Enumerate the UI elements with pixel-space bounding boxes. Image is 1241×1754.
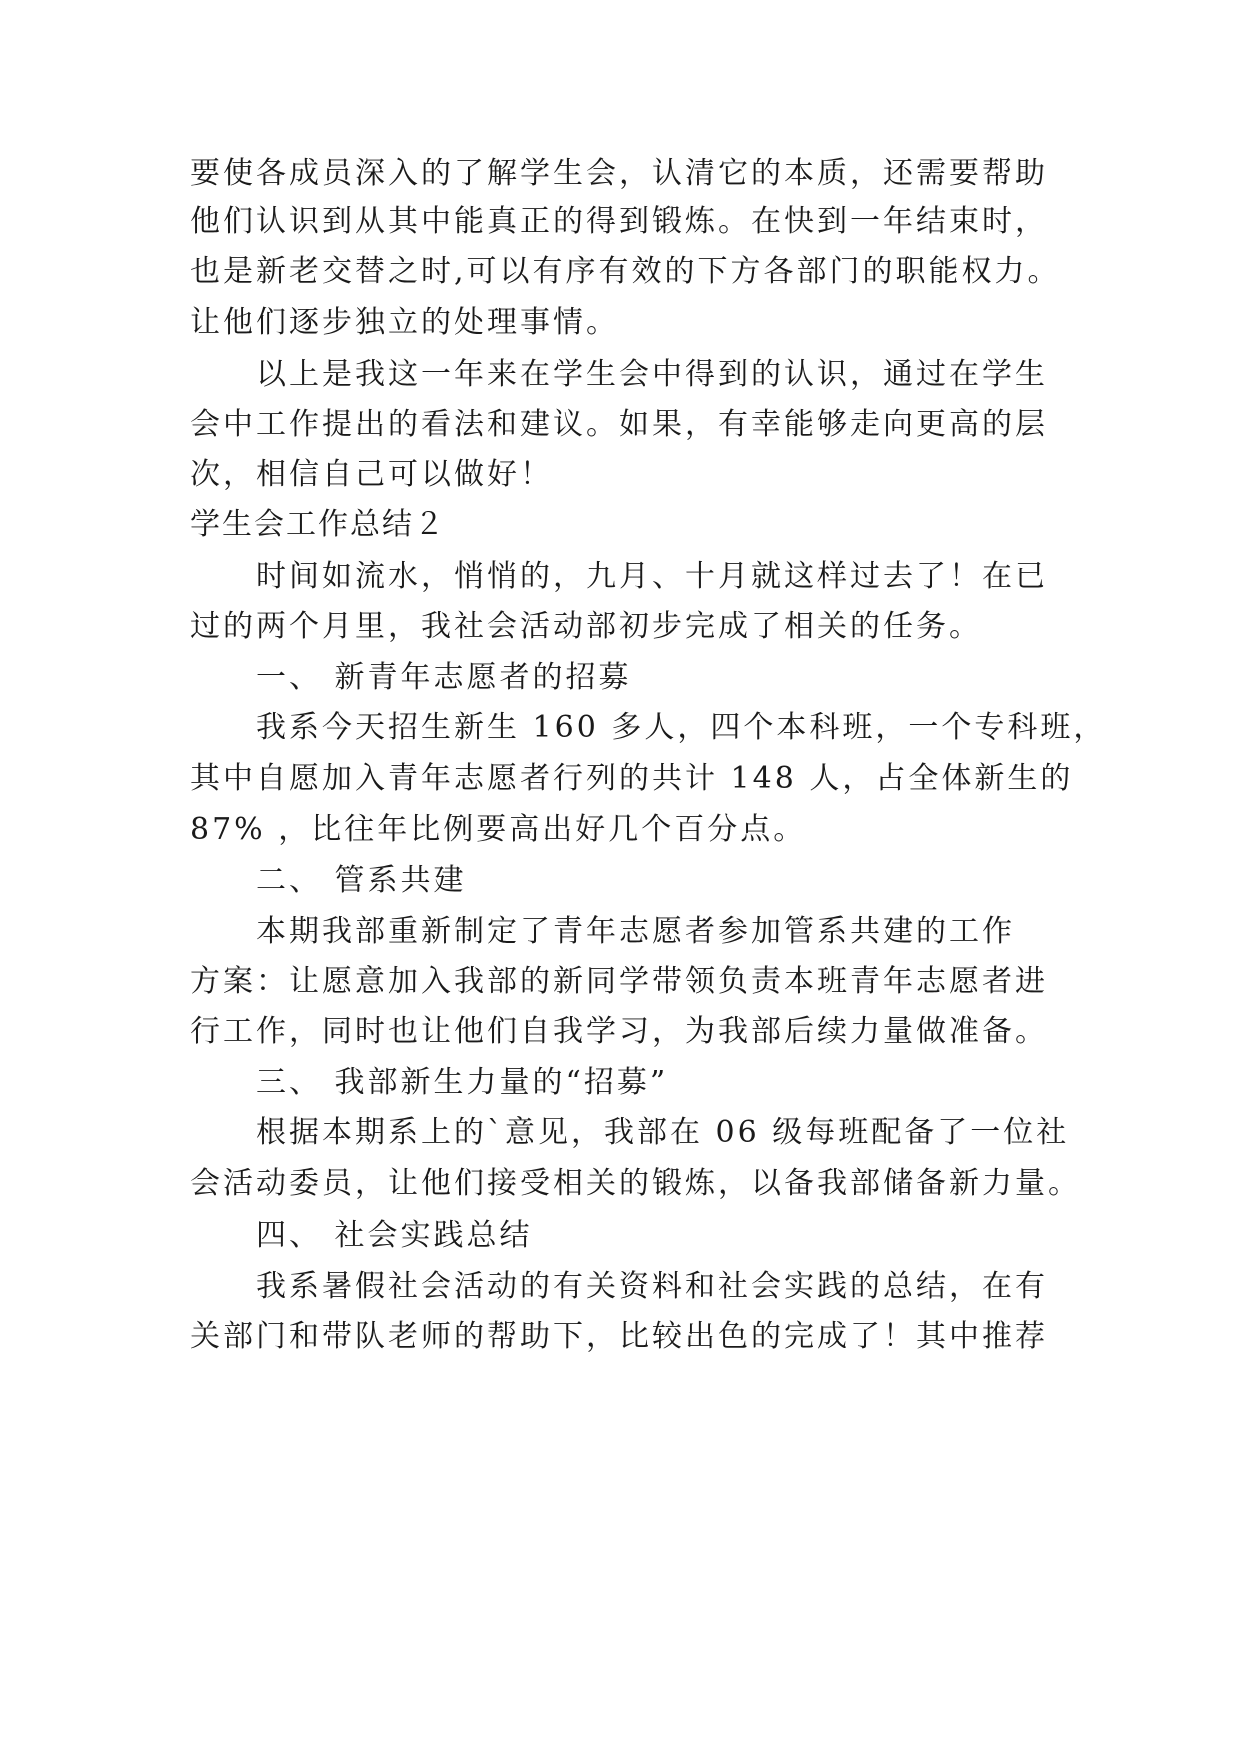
paragraph-line: 以上是我这一年来在学生会中得到的认识，通过在学生 (256, 357, 1048, 392)
paragraph-line: 我系今天招生新生 160 多人，四个本科班，一个专科班， (256, 710, 1107, 745)
subsection-heading: 二、 管系共建 (256, 863, 467, 898)
paragraph-line: 行工作，同时也让他们自我学习，为我部后续力量做准备。 (190, 1014, 1048, 1049)
paragraph-line: 也是新老交替之时,可以有序有效的下方各部门的职能权力。 (190, 254, 1061, 289)
subsection-heading: 一、 新青年志愿者的招募 (256, 660, 632, 695)
subsection-heading: 三、 我部新生力量的“招募” (256, 1065, 669, 1100)
paragraph-line: 他们认识到从其中能真正的得到锻炼。在快到一年结束时， (190, 204, 1048, 239)
paragraph-line: 根据本期系上的`意见，我部在 06 级每班配备了一位社 (256, 1115, 1070, 1150)
paragraph-line: 要使各成员深入的了解学生会，认清它的本质，还需要帮助 (190, 156, 1048, 191)
paragraph-line: 关部门和带队老师的帮助下，比较出色的完成了！其中推荐 (190, 1319, 1048, 1354)
paragraph-line: 过的两个月里，我社会活动部初步完成了相关的任务。 (190, 609, 982, 644)
paragraph-line: 会活动委员，让他们接受相关的锻炼，以备我部储备新力量。 (190, 1166, 1081, 1201)
paragraph-line: 方案：让愿意加入我部的新同学带领负责本班青年志愿者进 (190, 964, 1048, 999)
paragraph-line: 时间如流水，悄悄的，九月、十月就这样过去了！在已 (256, 559, 1048, 594)
paragraph-line: 我系暑假社会活动的有关资料和社会实践的总结，在有 (256, 1269, 1048, 1304)
paragraph-line: 其中自愿加入青年志愿者行列的共计 148 人，占全体新生的 (190, 761, 1074, 796)
paragraph-line: 让他们逐步独立的处理事情。 (190, 305, 619, 340)
paragraph-line: 87% ，比往年比例要高出好几个百分点。 (190, 812, 807, 847)
paragraph-line: 会中工作提出的看法和建议。如果，有幸能够走向更高的层 (190, 407, 1048, 442)
paragraph-line: 本期我部重新制定了青年志愿者参加管系共建的工作 (256, 914, 1015, 949)
paragraph-line: 次，相信自己可以做好！ (190, 457, 553, 492)
subsection-heading: 四、 社会实践总结 (256, 1218, 533, 1253)
section-title: 学生会工作总结２ (190, 507, 446, 542)
